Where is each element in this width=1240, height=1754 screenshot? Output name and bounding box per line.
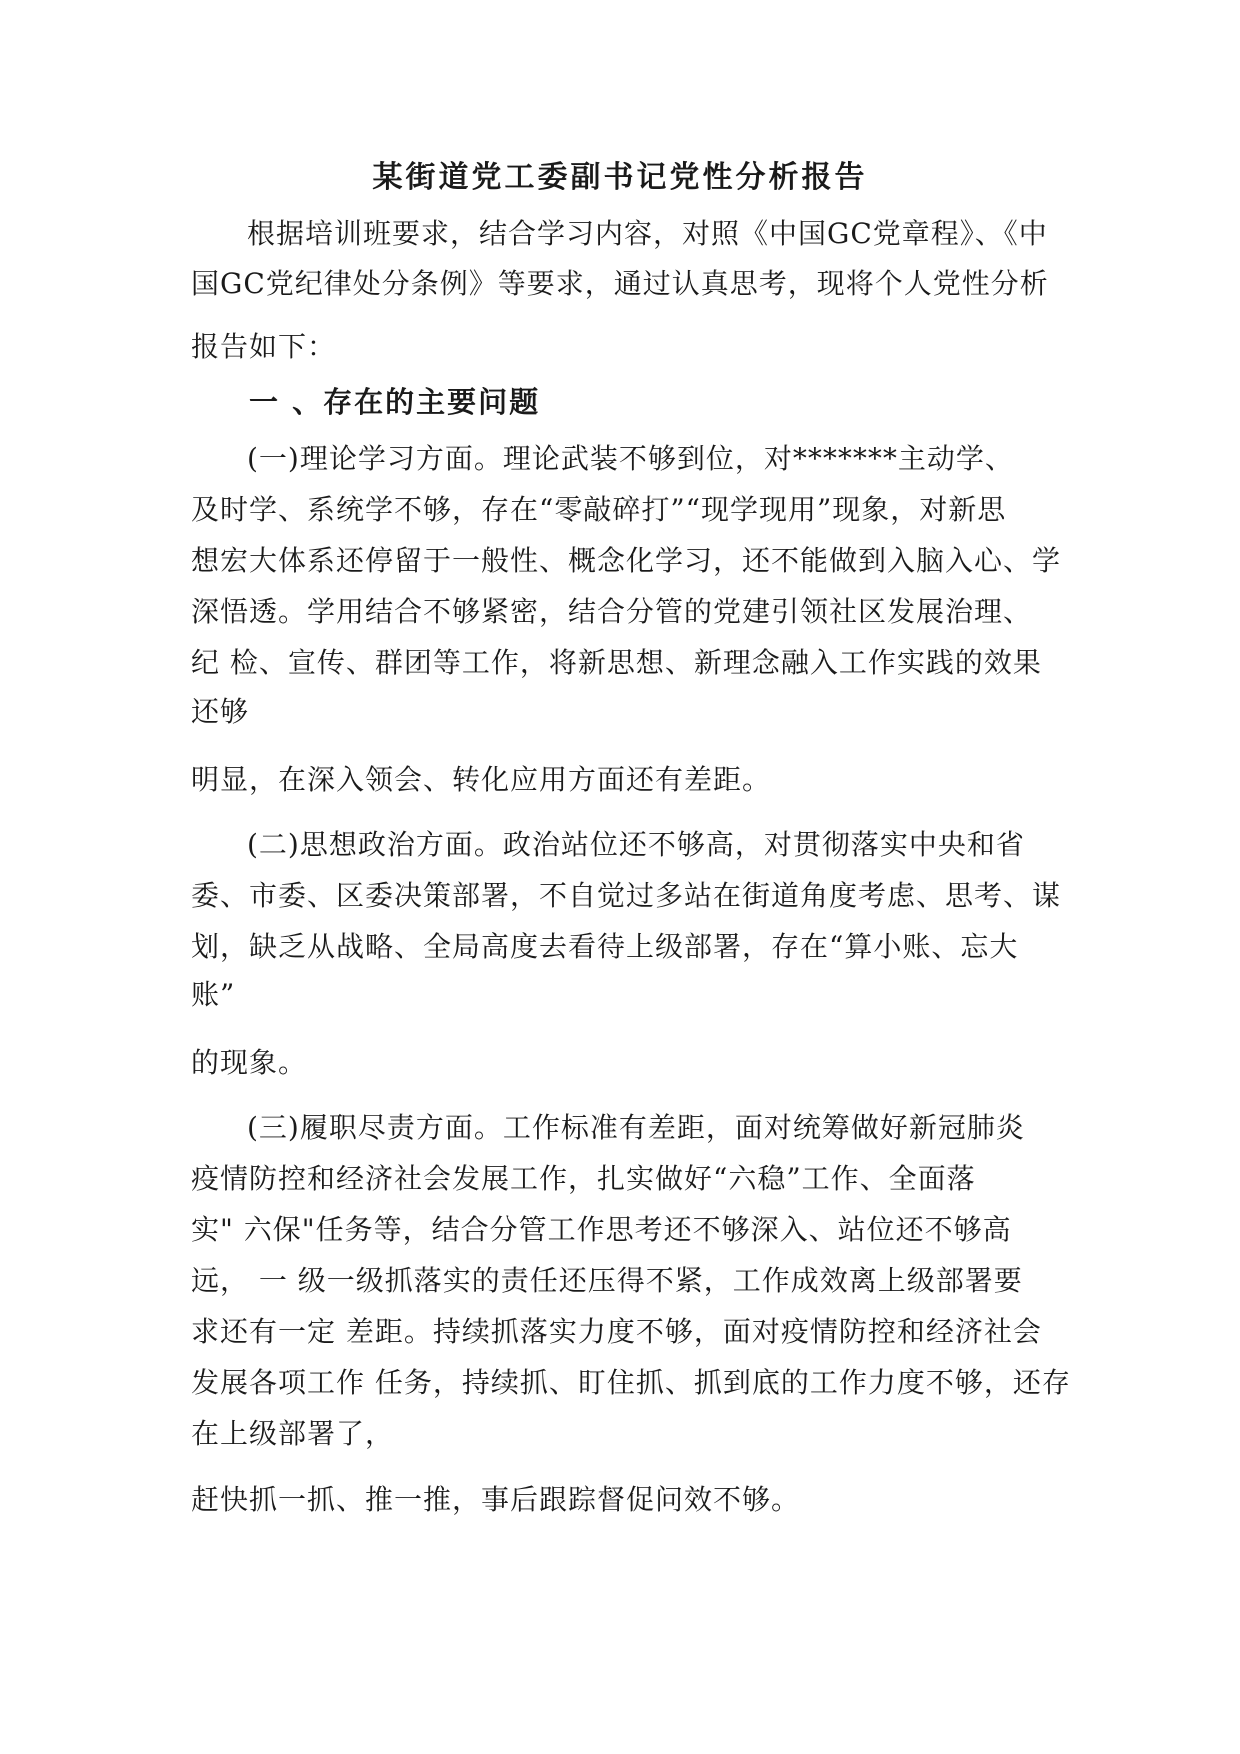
paragraph-line: 的现象。 xyxy=(191,1046,308,1079)
paragraph-line: 疫情防控和经济社会发展工作，扎实做好“六稳”工作、全面落 xyxy=(191,1162,976,1195)
document-title: 某街道党工委副书记党性分析报告 xyxy=(372,160,868,195)
paragraph-line: 赶快抓一抓、推一推，事后跟踪督促问效不够。 xyxy=(191,1483,801,1516)
paragraph-line: 远， 一 级一级抓落实的责任还压得不紧，工作成效离上级部署要 xyxy=(191,1264,1023,1297)
paragraph-line: 想宏大体系还停留于一般性、概念化学习，还不能做到入脑入心、学 xyxy=(191,544,1062,577)
paragraph-line: 发展各项工作 任务，持续抓、盯住抓、抓到底的工作力度不够，还存 xyxy=(191,1366,1071,1399)
paragraph-line: 根据培训班要求，结合学习内容，对照《中国GC党章程》、《中 xyxy=(247,217,1048,250)
paragraph-line: 纪 检、宣传、群团等工作，将新思想、新理念融入工作实践的效果 xyxy=(191,646,1042,679)
paragraph-line: 深悟透。学用结合不够紧密，结合分管的党建引领社区发展治理、 xyxy=(191,595,1033,628)
paragraph-line: 实" 六保"任务等，结合分管工作思考还不够深入、站位还不够高 xyxy=(191,1213,1012,1246)
paragraph-line: 及时学、系统学不够，存在“零敲碎打”“现学现用”现象，对新思 xyxy=(191,493,1007,526)
paragraph-line: 报告如下： xyxy=(191,330,337,363)
paragraph-line: 划，缺乏从战略、全局高度去看待上级部署，存在“算小账、忘大 xyxy=(191,930,1019,963)
paragraph-line: 求还有一定 差距。持续抓落实力度不够，面对疫情防控和经济社会 xyxy=(191,1315,1042,1348)
paragraph-line: (三)履职尽责方面。工作标准有差距，面对统筹做好新冠肺炎 xyxy=(247,1111,1025,1144)
section-heading: 一 、存在的主要问题 xyxy=(249,385,541,419)
paragraph-line: (二)思想政治方面。政治站位还不够高，对贯彻落实中央和省 xyxy=(247,828,1025,861)
paragraph-line: (一)理论学习方面。理论武装不够到位，对*******主动学、 xyxy=(247,442,1014,475)
paragraph-line: 在上级部署了， xyxy=(191,1417,395,1450)
paragraph-line: 国GC党纪律处分条例》等要求，通过认真思考，现将个人党性分析 xyxy=(191,267,1049,300)
paragraph-line: 委、市委、区委决策部署，不自觉过多站在街道角度考虑、思考、谋 xyxy=(191,879,1062,912)
paragraph-line: 还够 xyxy=(191,695,250,728)
paragraph-line: 账” xyxy=(191,978,236,1011)
paragraph-line: 明显，在深入领会、转化应用方面还有差距。 xyxy=(191,763,772,796)
